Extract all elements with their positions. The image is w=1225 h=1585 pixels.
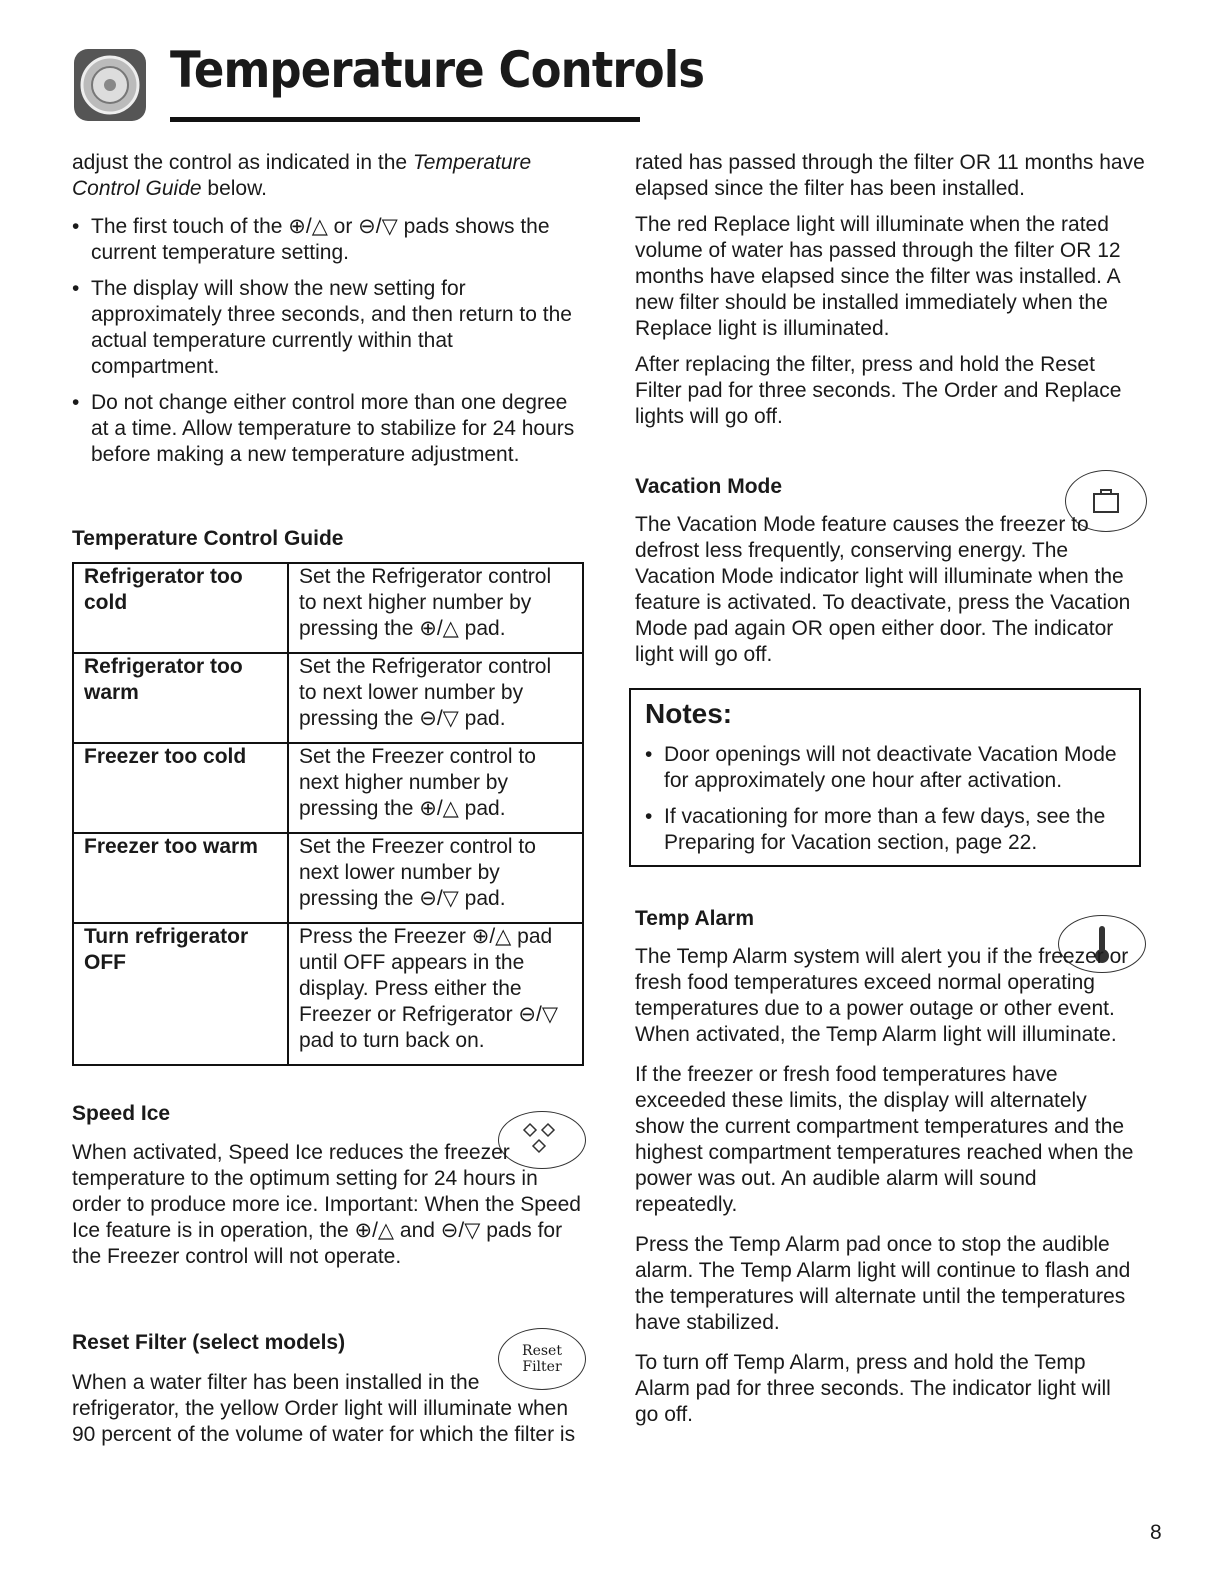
column-left [72,150,587,468]
page-number: 8 [1150,1521,1162,1544]
table-row: Freezer too warm Set the Freezer control to next lower number by pressing the ⊖/▽ pad. [73,833,583,923]
note-item: • If vacationing for more than a few days, see the Preparing for Vacation section, page 22. [645,804,1125,856]
table-row: Turn refrigerator OFF Press the Freezer ⊕/△ pad until OFF appears in the display. Press either the Freezer or Refrigerator ⊖/▽ pad to turn back on. [73,923,583,1065]
bullet-list [72,214,587,468]
reset-filter-icon: Reset Filter [498,1328,586,1390]
table-row: Refrigerator too cold Set the Refrigerator control to next higher number by pressing the ⊕/△ pad. [73,563,583,653]
temp-alarm-section [635,944,1140,1428]
notes-title: Notes: [645,698,733,729]
bullet-item: • The display will show the new setting for approximately three seconds, and then return to the actual temperature currently within that compartment. [72,276,587,380]
column-right [635,150,1145,430]
temp-alarm-paragraph: The Temp Alarm system will alert you if the freezer or fresh food temperatures exceed normal operating temperatures due to a power outage or other event. When activated, the Temp Alarm light will illuminate. [635,945,1129,1046]
reset-filter-heading: Reset Filter (select models) [72,1331,346,1354]
temp-alarm-paragraph: If the freezer or fresh food temperatures have exceeded these limits, the display will alternately show the current compartment temperatures and the highest compartment temperatures reached when the power was out. An audible alarm will sound repeatedly. [635,1063,1134,1216]
vacation-mode-text: The Vacation Mode feature causes the freezer to defrost less frequently, conserving energy. The Vacation Mode indicator light will illuminate when the feature is activated. To deactivate, press the Vacation Mode pad again OR open either door. The indicator light will go off. [635,513,1131,666]
vacation-mode-heading: Vacation Mode [635,475,783,498]
intro-paragraph: adjust the control as indicated in the Temperature Control Guide below. [72,151,532,200]
page-title: Temperature Controls [170,41,705,99]
guide-title: Temperature Control Guide [72,527,344,550]
table-row: Freezer too cold Set the Freezer control to next higher number by pressing the ⊕/△ pad. [73,743,583,833]
title-rule [170,117,640,122]
notes-box [629,688,1141,867]
bullet-item: • Do not change either control more than one degree at a time. Allow temperature to stabilize for 24 hours before making a new temperature adjustment. [72,390,587,468]
note-item: • Door openings will not deactivate Vacation Mode for approximately one hour after activation. [645,742,1125,794]
reset-filter-text: When a water filter has been installed in the refrigerator, the yellow Order light will illuminate when 90 percent of the volume of water for which the filter is [72,1371,576,1446]
filter-paragraph-3: After replacing the filter, press and hold the Reset Filter pad for three seconds. The Order and Replace lights will go off. [635,353,1122,428]
temp-alarm-paragraph: Press the Temp Alarm pad once to stop the audible alarm. The Temp Alarm light will continue to flash and the temperatures will alternate until the temperatures have stabilized. [635,1233,1131,1334]
table-row: Refrigerator too warm Set the Refrigerator control to next lower number by pressing the ⊖/▽ pad. [73,653,583,743]
header-logo-icon [72,45,148,125]
filter-paragraph-2: The red Replace light will illuminate when the rated volume of water has passed through the filter OR 12 months have elapsed since the filter was installed. A new filter should be installed immediately when the Replace light is illuminated. [635,213,1121,340]
speed-ice-text: When activated, Speed Ice reduces the freezer temperature to the optimum setting for 24 hours in order to produce more ice. Important: When the Speed Ice feature is in operation, the ⊕/△ and ⊖/▽ pads for the Freezer control will not operate. [72,1141,581,1268]
speed-ice-heading: Speed Ice [72,1102,171,1125]
temp-alarm-heading: Temp Alarm [635,907,755,930]
bullet-item: • The first touch of the ⊕/△ or ⊖/▽ pads shows the current temperature setting. [72,214,587,266]
filter-paragraph-1: rated has passed through the filter OR 11 months have elapsed since the filter has been installed. [635,151,1145,200]
temperature-control-guide-table [72,562,584,1066]
temp-alarm-paragraph: To turn off Temp Alarm, press and hold the Temp Alarm pad for three seconds. The indicator light will go off. [635,1351,1111,1426]
